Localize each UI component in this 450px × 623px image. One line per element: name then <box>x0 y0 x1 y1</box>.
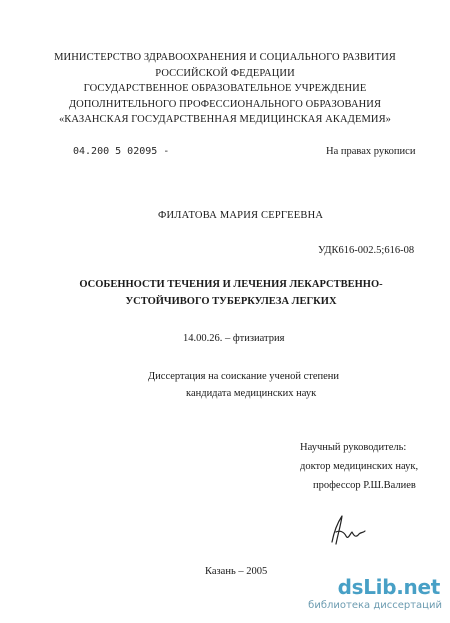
specialty-code: 14.00.26. – фтизиатрия <box>183 333 285 344</box>
degree-line-2: кандидата медицинских наук <box>186 388 317 399</box>
watermark-logo: dsLib.net <box>337 575 440 599</box>
manuscript-note: На правах рукописи <box>326 146 416 157</box>
header-line-4: ДОПОЛНИТЕЛЬНОГО ПРОФЕССИОНАЛЬНОГО ОБРАЗОВАНИЯ <box>68 98 382 110</box>
institution-header <box>40 50 410 128</box>
degree-line-1: Диссертация на соискание ученой степени <box>148 371 340 382</box>
header-line-2: РОССИЙСКОЙ ФЕДЕРАЦИИ <box>155 67 295 79</box>
handwritten-signature <box>326 510 368 550</box>
advisor-degree: доктор медицинских наук, <box>300 461 419 472</box>
dissertation-title <box>40 276 422 310</box>
header-line-5: «КАЗАНСКАЯ ГОСУДАРСТВЕННАЯ МЕДИЦИНСКАЯ АКАДЕМИЯ» <box>58 114 392 125</box>
header-line-1: МИНИСТЕРСТВО ЗДРАВООХРАНЕНИЯ И СОЦИАЛЬНОГО РАЗВИТИЯ <box>54 52 396 63</box>
watermark-subtitle: библиотека диссертаций <box>308 600 442 611</box>
dslib-watermark <box>308 575 448 621</box>
title-line-2: УСТОЙЧИВОГО ТУБЕРКУЛЕЗА ЛЕГКИХ <box>125 296 337 307</box>
title-line-1: ОСОБЕННОСТИ ТЕЧЕНИЯ И ЛЕЧЕНИЯ ЛЕКАРСТВЕННО- <box>79 279 383 290</box>
advisor-label: Научный руководитель: <box>300 442 407 453</box>
header-line-3: ГОСУДАРСТВЕННОЕ ОБРАЗОВАТЕЛЬНОЕ УЧРЕЖДЕНИЕ <box>83 83 367 94</box>
advisor-name: профессор Р.Ш.Валиев <box>313 480 416 491</box>
udk-code: УДК616-002.5;616-08 <box>318 245 415 256</box>
registration-number: 04.200 5 02095 - <box>73 146 170 157</box>
city-year: Казань – 2005 <box>205 566 268 577</box>
author-name: ФИЛАТОВА МАРИЯ СЕРГЕЕВНА <box>158 210 324 221</box>
